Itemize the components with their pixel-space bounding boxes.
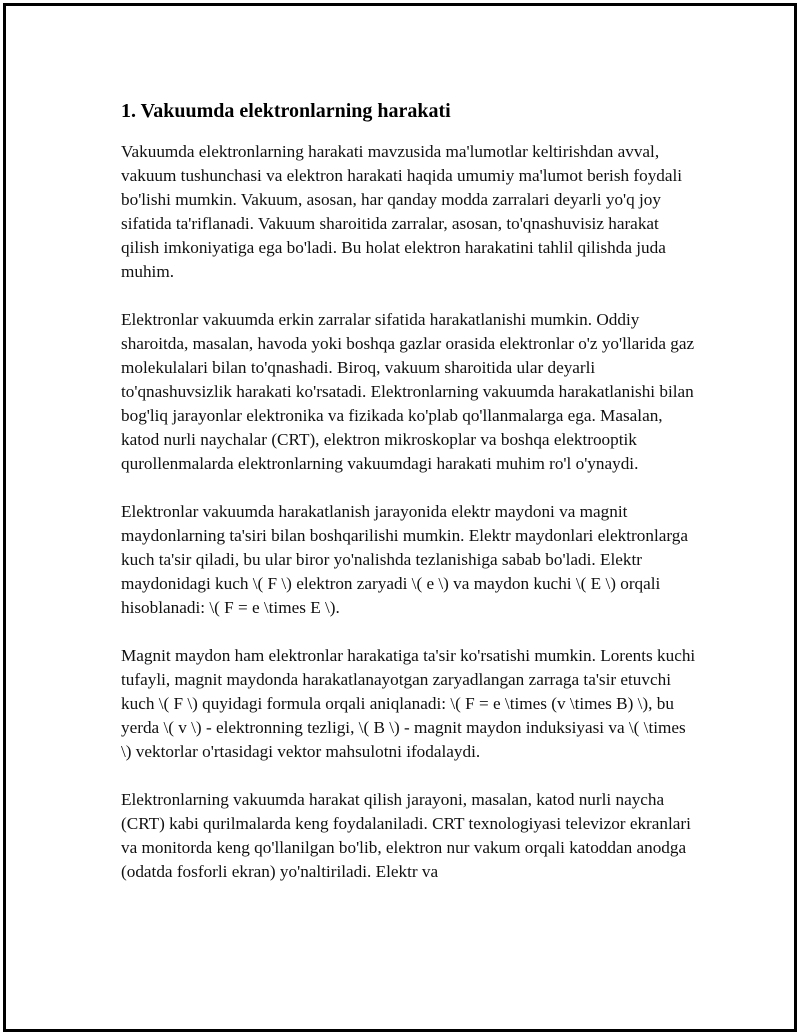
page-frame (3, 3, 797, 1032)
section-heading: 1. Vakuumda elektronlarning harakati (121, 100, 451, 122)
paragraph-magnetic-field: Magnit maydon ham elektronlar harakatiga ta'sir ko'rsatishi mumkin. Lorents kuchi tufayli, magnit maydonda harakatlanayotgan zaryadlangan zarraga ta'sir etuvchi kuch \( F \) quyidagi formula orqali aniqlanadi: \( F = e \times (v \times B) \), bu yerda \( v \) - elektronning tezligi, \( B \) - magnit maydon induksiyasi va \( \times \) vektorlar o'rtasidagi vektor mahsulotni ifodalaydi. (121, 646, 696, 761)
paragraph-intro: Vakuumda elektronlarning harakati mavzusida ma'lumotlar keltirishdan avval, vakuum tushunchasi va elektron harakati haqida umumiy ma'lumot berish foydali bo'lishi mumkin. Vakuum, asosan, har qanday modda zarralari deyarli yo'q joy sifatida ta'riflanadi. Vakuum sharoitida zarralar, asosan, to'qnashuvisiz harakat qilish imkoniyatiga ega bo'ladi. Bu holat elektron harakatini tahlil qilishda juda muhim. (121, 142, 683, 281)
paragraph-crt: Elektronlarning vakuumda harakat qilish jarayoni, masalan, katod nurli naycha (CRT) kabi qurilmalarda keng foydalaniladi. CRT texnologiyasi televizor ekranlari va monitorda keng qo'llanilgan bo'lib, elektron nur vakum orqali katoddan anodga (odatda fosforli ekran) yo'naltiriladi. Elektr va (121, 790, 691, 881)
document-body (121, 98, 696, 908)
paragraph-free-motion: Elektronlar vakuumda erkin zarralar sifatida harakatlanishi mumkin. Oddiy sharoitda, masalan, havoda yoki boshqa gazlar orasida elektronlar o'z yo'llarida gaz molekulalari bilan to'qnashadi. Biroq, vakuum sharoitida ular deyarli to'qnashuvsizlik harakati ko'rsatadi. Elektronlarning vakuumda harakatlanishi bilan bog'liq jarayonlar elektronika va fizikada ko'plab qo'llanmalarga ega. Masalan, katod nurli naychalar (CRT), elektron mikroskoplar va boshqa elektrooptik qurollenmalarda elektronlarning vakuumdagi harakati muhim ro'l o'ynaydi. (121, 310, 695, 473)
paragraph-electric-field: Elektronlar vakuumda harakatlanish jarayonida elektr maydoni va magnit maydonlarning ta'siri bilan boshqarilishi mumkin. Elektr maydonlari elektronlarga kuch ta'sir qiladi, bu ular biror yo'nalishda tezlanishiga sabab bo'ladi. Elektr maydonidagi kuch \( F \) elektron zaryadi \( e \) va maydon kuchi \( E \) orqali hisoblanadi: \( F = e \times E \). (121, 502, 688, 617)
